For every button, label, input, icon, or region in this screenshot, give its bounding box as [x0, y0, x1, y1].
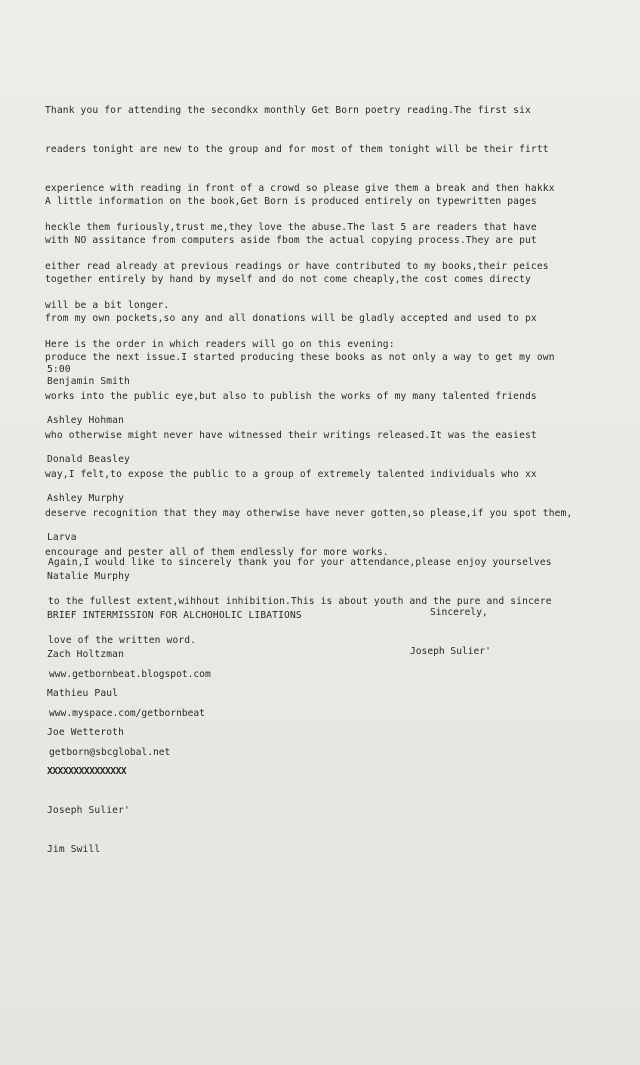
- paragraph-line: either read already at previous readings or have contributed to my books,their peices: [45, 261, 549, 272]
- paragraph-line: encourage and pester all of them endlessly for more works.: [45, 547, 389, 558]
- paragraph-line: Again,I would like to sincerely thank you for your attendance,please enjoy yourselves: [48, 557, 552, 568]
- paragraph-line: to the fullest extent,wihhout inhibition.This is about youth and the pure and sincere: [48, 596, 552, 607]
- paragraph-line: love of the written word.: [48, 635, 197, 646]
- paragraph-line: way,I felt,to expose the public to a group of extremely talented individuals who xx: [45, 469, 537, 480]
- paragraph-line: with NO assitance from computers aside fbom the actual copying process.They are put: [45, 235, 537, 246]
- contact-links: [49, 642, 211, 785]
- struck-out-list-item: XXXXXXXXXXXXXXX: [47, 766, 127, 777]
- signature-block: [410, 580, 491, 684]
- list-item: Donald Beasley: [47, 454, 130, 465]
- paragraph-line: from my own pockets,so any and all donations will be gladly accepted and used to px: [45, 313, 537, 324]
- paragraph-line: readers tonight are new to the group and for most of them tonight will be their firtt: [45, 144, 549, 155]
- list-item: Larva: [47, 532, 77, 543]
- paragraph-line: Thank you for attending the secondkx monthly Get Born poetry reading.The first six: [45, 105, 531, 116]
- paragraph-line: Here is the order in which readers will go on this evening:: [45, 339, 395, 350]
- paragraph-line: works into the public eye,but also to publish the works of my many talented friends: [45, 391, 537, 402]
- signer-name: Joseph Sulier': [410, 646, 491, 657]
- list-item: Benjamin Smith: [47, 376, 130, 387]
- blog-url: www.getbornbeat.blogspot.com: [49, 669, 211, 680]
- paragraph-line: will be a bit longer.: [45, 300, 170, 311]
- list-item: BRIEF INTERMISSION FOR ALCHOHOLIC LIBATIONS: [47, 610, 302, 621]
- email-address: getborn@sbcglobal.net: [49, 747, 171, 758]
- closing-text: Sincerely,: [430, 607, 488, 618]
- myspace-url: www.myspace.com/getbornbeat: [49, 708, 205, 719]
- paragraph-line: deserve recognition that they may otherwise have never gotten,so please,if you spot them,: [45, 508, 573, 519]
- list-item: Natalie Murphy: [47, 571, 130, 582]
- paragraph-line: produce the next issue.I started producing these books as not only a way to get my own: [45, 352, 555, 363]
- list-item: Mathieu Paul: [47, 688, 119, 699]
- paragraph-line: who otherwise might never have witnessed their writings released.It was the easiest: [45, 430, 537, 441]
- start-time-text: 5:00: [47, 364, 71, 375]
- list-item: Zach Holtzman: [47, 649, 125, 660]
- list-item: Joseph Sulier': [47, 805, 130, 816]
- list-item: Ashley Murphy: [47, 493, 125, 504]
- paragraph-line: experience with reading in front of a crowd so please give them a break and then hakkx: [45, 183, 555, 194]
- paragraph-line: heckle them furiously,trust me,they love the abuse.The last 5 are readers that have: [45, 222, 537, 233]
- list-item: Joe Wetteroth: [47, 727, 125, 738]
- list-item: Jim Swill: [47, 844, 101, 855]
- paragraph-line: A little information on the book,Get Born is produced entirely on typewritten pages: [45, 196, 537, 207]
- list-item: Ashley Hohman: [47, 415, 125, 426]
- paragraph-line: together entirely by hand by myself and do not come cheaply,the cost comes directy: [45, 274, 531, 285]
